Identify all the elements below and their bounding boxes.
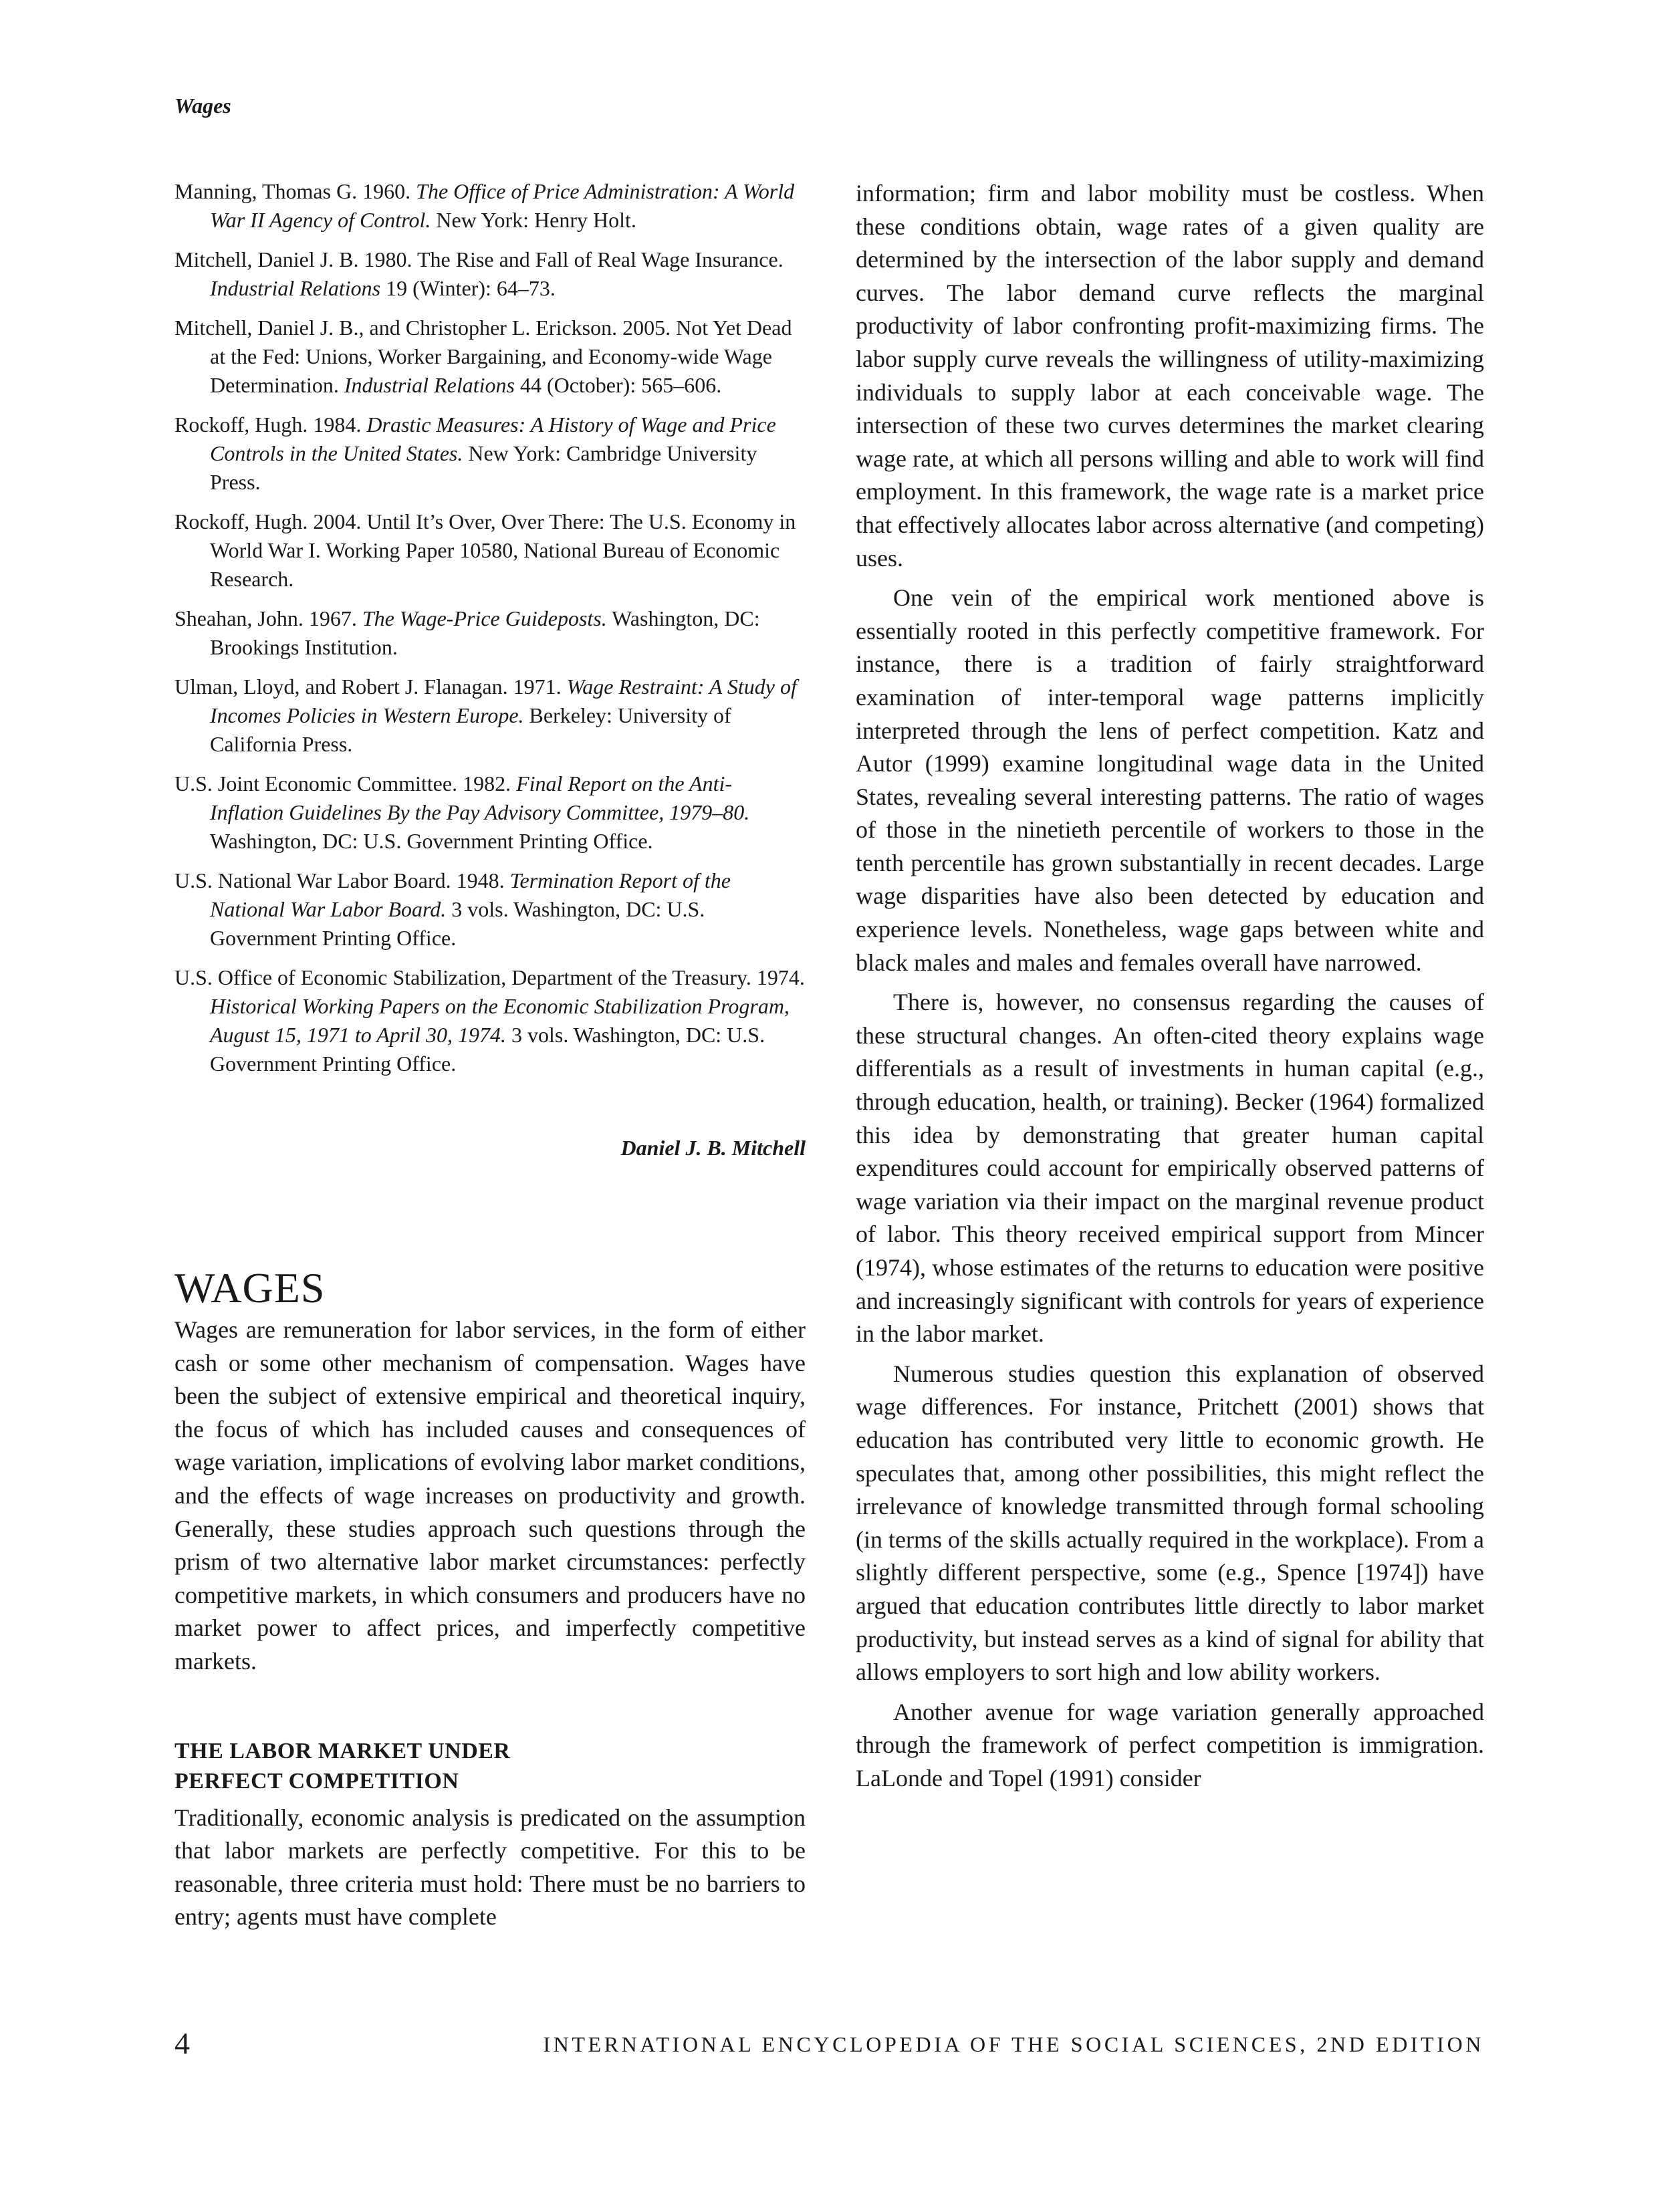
reference-item [174,604,806,662]
reference-text: 3 vols. Washington, DC: U.S. Government Printing Office. [210,1023,765,1076]
reference-title: Industrial Relations [210,276,381,300]
body-paragraph: One vein of the empirical work mentioned above is essentially rooted in this perfectly competitive framework. For instance, there is a tradition of fairly straightforward examination of inter-temporal wage patterns implicitly interpreted through the lens of perfect competition. Katz and Autor (1999) examine longitudinal wage data in the United States, revealing several interesting patterns. The ratio of wages of those in the ninetieth percentile of workers to those in the tenth percentile has grown substantially in recent decades. Large wage disparities have also been detected by education and experience levels. Nonetheless, wage gaps between white and black males and males and females overall have narrowed. [856,584,1484,976]
reference-item [174,410,806,497]
reference-item [174,507,806,594]
reference-text: Sheahan, John. 1967. [174,606,362,630]
reference-text: New York: Cambridge University Press. [210,441,757,494]
reference-title: The Office of Price Administration: A World War II Agency of Control. [210,179,795,232]
reference-text: 3 vols. Washington, DC: U.S. Government Printing Office. [210,897,705,950]
body-paragraph: There is, however, no consensus regarding the causes of these structural changes. An often-cited theory explains wage differentials as a result of investments in human capital (e.g., through education, health, or training). Becker (1964) formalized this idea by demonstrating that greater human capital expenditures could account for empirically observed patterns of wage variation via their impact on the marginal revenue product of labor. This theory received empirical support from Mincer (1974), whose estimates of the returns to education were positive and increasingly significant with controls for years of experience in the labor market. [856,989,1484,1348]
body-paragraph: Another avenue for wage variation generally approached through the framework of perfect competition is immigration. LaLonde and Topel (1991) consider [856,1698,1484,1792]
page-number: 4 [174,2026,190,2060]
reference-item [174,963,806,1078]
intro-paragraph: Wages are remuneration for labor services, in the form of either cash or some other mechanism of compensation. Wages have been the subject of extensive empirical and theoretical inquiry, the focus of which has included causes and consequences of wage variation, implications of evolving labor market conditions, and the effects of wage increases on productivity and growth. Generally, these studies approach such questions through the prism of two alternative labor market circumstances: perfectly competitive markets, in which consumers and producers have no market power to affect prices, and imperfectly competitive markets. [174,1316,806,1675]
body-paragraph: information; firm and labor mobility must be costless. When these conditions obtain, wage rates of a given quality are determined by the intersection of the labor supply and demand curves. The labor demand curve reflects the marginal productivity of labor confronting profit-maximizing firms. The labor supply curve reveals the willingness of utility-maximizing individuals to supply labor at each conceivable wage. The intersection of these two curves determines the market clearing wage rate, at which all persons willing and able to work will find employment. In this framework, the wage rate is a market price that effectively allocates labor across alternative (and competing) uses. [856,180,1484,572]
reference-item [174,769,806,856]
right-column [856,177,1484,1802]
reference-text: 19 (Winter): 64–73. [380,276,556,300]
reference-title: Drastic Measures: A History of Wage and Price Controls in the United States. [210,412,776,465]
section-heading-line: PERFECT COMPETITION [174,1768,459,1794]
footer-title: INTERNATIONAL ENCYCLOPEDIA OF THE SOCIAL SCIENCES, 2ND EDITION [543,2032,1484,2056]
reference-text: Rockoff, Hugh. 2004. Until It’s Over, Over There: The U.S. Economy in World War I. Working Paper 10580, National Bureau of Economic Research. [174,509,796,591]
reference-text: Mitchell, Daniel J. B. 1980. The Rise and Fall of Real Wage Insurance. [174,247,784,271]
reference-title: Historical Working Papers on the Economic Stabilization Program, August 15, 1971 to April 30, 1974. [210,994,790,1047]
reference-title: The Wage-Price Guideposts. [362,606,607,630]
section-heading [174,1736,806,1796]
reference-text: U.S. Joint Economic Committee. 1982. [174,771,517,795]
reference-text: U.S. National War Labor Board. 1948. [174,868,510,892]
reference-text: Rockoff, Hugh. 1984. [174,412,367,437]
left-column [174,177,806,1934]
reference-item [174,866,806,953]
reference-title: Termination Report of the National War Labor Board. [210,868,731,921]
body-paragraph: Numerous studies question this explanation of observed wage differences. For instance, Pritchett (2001) shows that education has contributed very little to economic growth. He speculates that, among other possibilities, this might reflect the irrelevance of knowledge transmitted through formal schooling (in terms of the skills actually required in the workplace). From a slightly different perspective, some (e.g., Spence [1974]) have argued that education contributes little directly to labor market productivity, but instead serves as a kind of signal for ability that allows employers to sort high and low ability workers. [856,1360,1484,1686]
reference-text: Mitchell, Daniel J. B., and Christopher L. Erickson. 2005. Not Yet Dead at the Fed: Unions, Worker Bargaining, and Economy-wide Wage Determination. [174,316,792,397]
reference-item [174,245,806,303]
reference-text: Washington, DC: Brookings Institution. [210,606,760,659]
section-heading-line: THE LABOR MARKET UNDER [174,1738,511,1763]
reference-title: Final Report on the Anti-Inflation Guidelines By the Pay Advisory Committee, 1979–80. [210,771,750,824]
reference-text: Berkeley: University of California Press. [210,703,731,756]
reference-text: Manning, Thomas G. 1960. [174,179,416,203]
reference-item [174,177,806,235]
body-paragraph: Traditionally, economic analysis is predicated on the assumption that labor markets are perfectly competitive. For this to be reasonable, three criteria must hold: There must be no barriers to entry; agents must have complete [174,1804,806,1931]
reference-title: Wage Restraint: A Study of Incomes Policies in Western Europe. [210,675,797,727]
running-head: Wages [174,94,231,118]
reference-item [174,672,806,759]
reference-list [174,177,806,1078]
author-signature: Daniel J. B. Mitchell [620,1136,806,1160]
reference-text: Washington, DC: U.S. Government Printing Office. [210,829,653,853]
reference-text: U.S. Office of Economic Stabilization, Department of the Treasury. 1974. [174,965,805,989]
reference-text: 44 (October): 565–606. [514,373,722,397]
article-title: WAGES [174,1264,326,1312]
reference-text: Ulman, Lloyd, and Robert J. Flanagan. 1971. [174,675,567,699]
reference-title: Industrial Relations [344,373,515,397]
reference-item [174,314,806,400]
reference-text: New York: Henry Holt. [431,208,636,232]
